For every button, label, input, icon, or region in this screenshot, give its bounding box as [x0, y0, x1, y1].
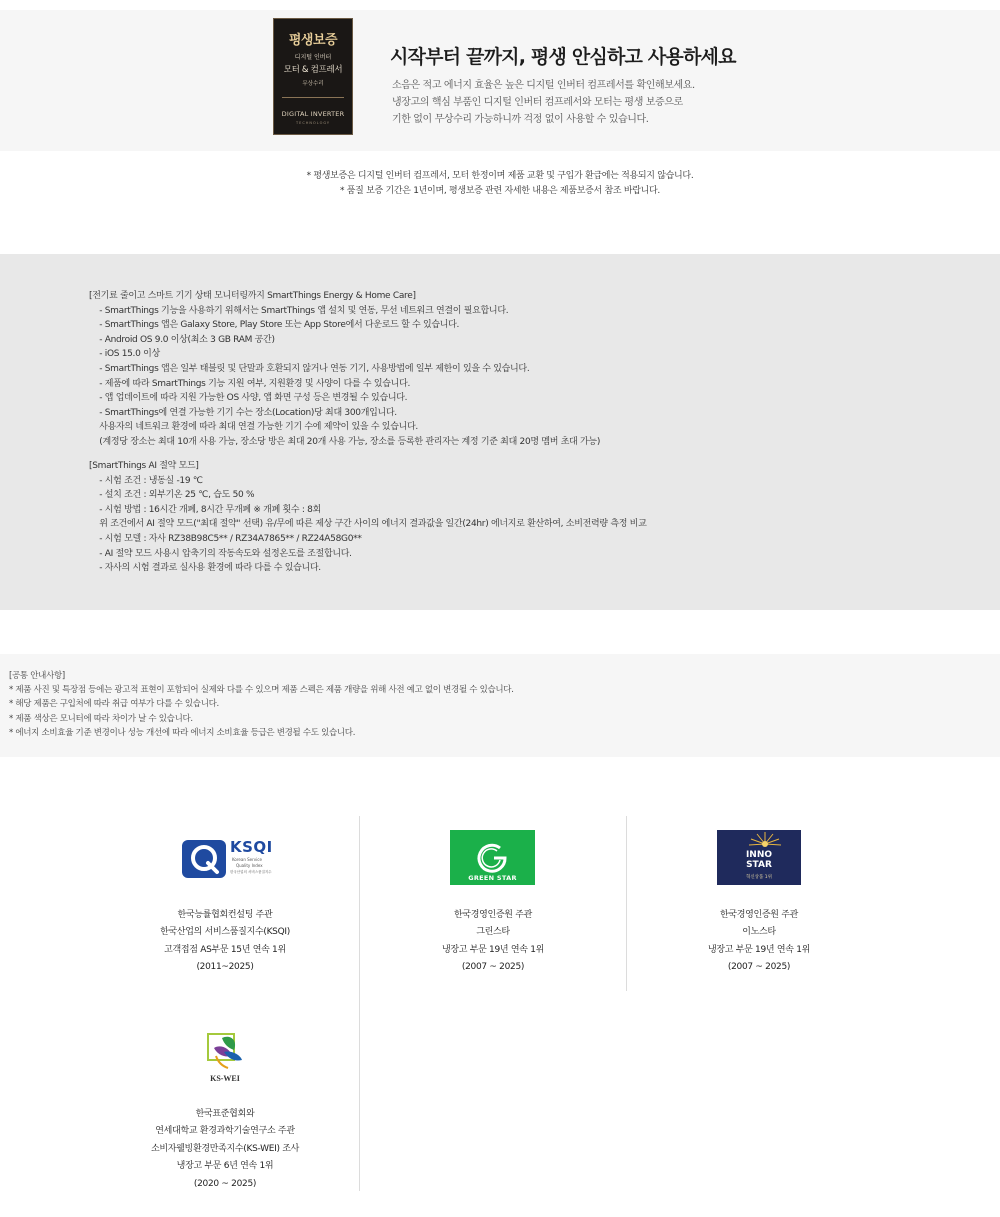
- award-line: (2007 ~ 2025): [461, 962, 525, 973]
- ksqi-logo-sub: Korean Service: [232, 857, 262, 862]
- disclaimer-line: - SmartThings 기능을 사용하기 위해서는 SmartThings 앱 설치 및 연동, 무선 네트워크 연결이 필요합니다.: [89, 305, 509, 316]
- warranty-desc-line: 기한 없이 무상수리 가능하니까 걱정 없이 사용할 수 있습니다.: [392, 114, 649, 125]
- inno-star-logo-sub: 혁신상품 1위: [745, 875, 773, 880]
- badge-line1: 디지털 인버터: [294, 54, 332, 61]
- disclaimer-line: - SmartThings 앱은 일부 태블릿 및 단말과 호환되지 않거나 연동 기기, 사용방법에 일부 제한이 있을 수 있습니다.: [89, 363, 530, 374]
- inno-star-logo: [717, 830, 801, 885]
- common-note-line: * 제품 색상은 모니터에 따라 차이가 날 수 있습니다.: [9, 713, 193, 724]
- smartthings-disclaimer: [89, 289, 600, 450]
- badge-title: 평생보증: [288, 33, 338, 48]
- inno-star-logo-text: [717, 850, 801, 870]
- disclaimer-line: - 제품에 따라 SmartThings 기능 지원 여부, 지원환경 및 사양이 다를 수 있습니다.: [89, 378, 411, 389]
- ai-saving-disclaimer: [89, 459, 646, 576]
- award-line: 이노스타: [742, 927, 776, 938]
- award-line: 한국산업의 서비스품질지수(KSQI): [160, 927, 290, 938]
- ai-line: - 시험 방법 : 16시간 개폐, 8시간 무개폐 ※ 개폐 횟수 : 8회: [89, 504, 321, 515]
- award-line: 냉장고 부문 19년 연속 1위: [441, 944, 545, 955]
- award-line: 냉장고 부문 6년 연속 1위: [176, 1161, 274, 1172]
- common-note-line: * 해당 제품은 구입처에 따라 취급 여부가 다를 수 있습니다.: [9, 699, 219, 710]
- warranty-note: * 품질 보증 기간은 1년이며, 평생보증 관련 자세한 내용은 제품보증서 참조 바랍니다.: [340, 186, 660, 196]
- warranty-title: 시작부터 끝까지, 평생 안심하고 사용하세요: [390, 46, 736, 68]
- award-line: 한국경영인증원 주관: [453, 910, 533, 920]
- disclaimer-line: - iOS 15.0 이상: [89, 349, 160, 360]
- warranty-note: * 평생보증은 디지털 인버터 컴프레서, 모터 한정이며 제품 교환 및 구입가 환급에는 적용되지 않습니다.: [306, 171, 694, 181]
- disclaimer-line: - Android OS 9.0 이상(최소 3 GB RAM 공간): [89, 334, 275, 345]
- ai-line: - 시험 조건 : 냉동실 -19 ℃: [89, 475, 203, 486]
- ai-line: - 설치 조건 : 외부기온 25 ℃, 습도 50 %: [89, 490, 255, 501]
- disclaimer-line: (계정당 장소는 최대 10개 사용 가능, 장소당 방은 최대 20개 사용 가능, 장소를 등록한 관리자는 계정 기준 최대 20명 멤버 초대 가능): [89, 436, 601, 447]
- common-note-line: * 제품 사진 및 특장점 등에는 광고적 표현이 포함되어 실제와 다를 수 있으며 제품 스펙은 제품 개량을 위해 사전 예고 없이 변경될 수 있습니다.: [9, 685, 514, 696]
- ks-wei-logo-text: KS-WEI: [210, 1074, 240, 1083]
- warranty-description: [392, 77, 695, 128]
- lifetime-warranty-badge: [273, 18, 353, 135]
- green-star-logo: [450, 830, 535, 885]
- award-line: (2020 ~ 2025): [193, 1178, 257, 1189]
- award-green-star-text: [358, 907, 628, 977]
- award-line: (2011~2025): [196, 962, 254, 973]
- disclaimer-heading: [전기료 줄이고 스마트 기기 상태 모니터링까지 SmartThings Energy & Home Care]: [89, 291, 416, 301]
- award-line: (2007 ~ 2025): [727, 962, 791, 973]
- badge-line2: 모터 & 컴프레서: [283, 65, 343, 75]
- ai-line: - 시험 모델 : 자사 RZ38B98C5** / RZ34A7865** / RZ24A58G0**: [89, 533, 362, 544]
- ai-line: - 자사의 시험 결과로 실사용 환경에 따라 다를 수 있습니다.: [89, 563, 321, 574]
- badge-divider: [282, 97, 344, 98]
- digital-inverter-logo: DIGITAL INVERTER: [281, 110, 345, 118]
- ks-wei-logo: [200, 1030, 250, 1085]
- ai-heading: [SmartThings AI 절약 모드]: [89, 461, 199, 471]
- award-line: 소비자웰빙환경만족지수(KS-WEI) 조사: [150, 1143, 300, 1154]
- inno-star-logo-line: STAR: [746, 860, 772, 870]
- ai-line: - AI 절약 모드 사용시 압축기의 작동속도와 설정온도를 조절합니다.: [89, 548, 352, 559]
- green-star-logo-text: GREEN STAR: [468, 874, 517, 882]
- ksqi-logo-sub: Quality Index: [236, 863, 263, 868]
- warranty-desc-line: 냉장고의 핵심 부품인 디지털 인버터 컴프레서와 모터는 평생 보증으로: [392, 97, 683, 108]
- ksqi-logo: [182, 838, 273, 880]
- award-line: 한국표준협회와: [195, 1109, 255, 1119]
- award-ksqi-text: [90, 907, 360, 977]
- ai-line: 위 조건에서 AI 절약 모드("최대 절약" 선택) 유/무에 따른 제상 구간 사이의 에너지 결과값을 일간(24hr) 에너지로 환산하여, 소비전력량 측정 비교: [89, 519, 647, 530]
- award-line: 한국능률협회컨설팅 주관: [177, 910, 273, 920]
- award-line: 냉장고 부문 19년 연속 1위: [707, 944, 811, 955]
- common-notes: [9, 669, 514, 740]
- digital-inverter-logo-sub: TECHNOLOGY: [295, 121, 331, 125]
- common-notes-heading: [공통 안내사항]: [9, 671, 65, 681]
- disclaimer-line: - SmartThings에 연결 가능한 기기 수는 장소(Location)당 최대 300개입니다.: [89, 407, 397, 418]
- award-line: 한국경영인증원 주관: [719, 910, 799, 920]
- award-inno-star-text: [624, 907, 894, 977]
- award-ks-wei-text: [90, 1106, 360, 1193]
- badge-line3: 무상수리: [302, 81, 324, 87]
- common-note-line: * 에너지 소비효율 기준 변경이나 성능 개선에 따라 에너지 소비효율 등급은 변경될 수도 있습니다.: [9, 727, 356, 738]
- ksqi-logo-sub: 한국산업의 서비스품질지수: [230, 870, 272, 874]
- award-line: 연세대학교 환경과학기술연구소 주관: [155, 1126, 295, 1137]
- disclaimer-line: - 앱 업데이트에 따라 지원 가능한 OS 사양, 앱 화면 구성 등은 변경될 수 있습니다.: [89, 393, 408, 404]
- disclaimer-line: - SmartThings 앱은 Galaxy Store, Play Store 또는 App Store에서 다운로드 할 수 있습니다.: [89, 320, 460, 331]
- inno-star-logo-line: INNO: [745, 850, 773, 860]
- disclaimer-line: 사용자의 네트워크 환경에 따라 최대 연결 가능한 기기 수에 제약이 있을 수 있습니다.: [89, 422, 418, 433]
- ks-wei-leaf-icon: [200, 1030, 250, 1072]
- award-line: 고객접점 AS부문 15년 연속 1위: [164, 944, 286, 955]
- warranty-desc-line: 소음은 적고 에너지 효율은 높은 디지털 인버터 컴프레서를 확인해보세요.: [392, 80, 695, 91]
- ksqi-logo-text: KSQI: [230, 838, 273, 856]
- award-line: 그린스타: [476, 927, 510, 938]
